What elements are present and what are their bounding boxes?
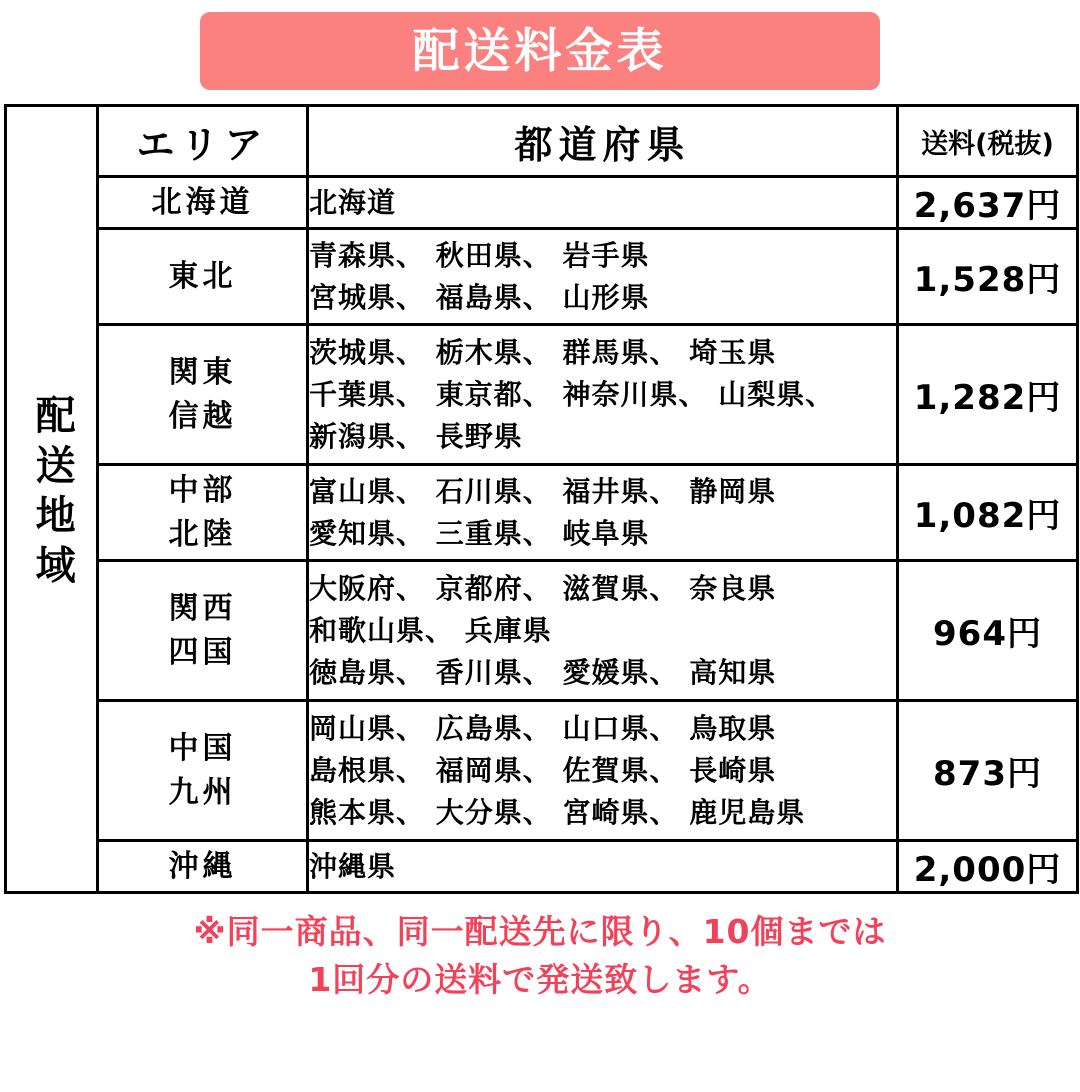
table-row <box>6 177 1078 229</box>
table-header-row <box>6 106 1078 177</box>
area-line: 信越 <box>168 398 237 434</box>
fee-cell: 1,282円 <box>898 325 1078 465</box>
area-cell <box>98 561 308 701</box>
vertical-header-label: 配送地域 <box>29 394 76 594</box>
prefecture-line: 富山県、 石川県、 福井県、 静岡県 <box>309 474 777 508</box>
table-row <box>6 465 1078 561</box>
area-cell: 東北 <box>98 229 308 325</box>
prefecture-line: 青森県、 秋田県、 岩手県 <box>309 238 650 272</box>
prefecture-line: 宮城県、 福島県、 山形県 <box>309 280 650 314</box>
prefecture-cell <box>308 229 898 325</box>
area-cell <box>98 465 308 561</box>
prefecture-line: 沖縄県 <box>309 849 397 883</box>
fee-cell: 1,528円 <box>898 229 1078 325</box>
prefecture-cell <box>308 841 898 893</box>
fee-cell: 2,000円 <box>898 841 1078 893</box>
prefecture-line: 大阪府、 京都府、 滋賀県、 奈良県 <box>309 571 777 605</box>
footnote <box>0 908 1080 1004</box>
column-header-area: エリア <box>98 106 308 177</box>
area-line: 関西 <box>168 591 237 626</box>
fee-cell: 2,637円 <box>898 177 1078 229</box>
table-row <box>6 325 1078 465</box>
column-header-prefectures: 都道府県 <box>308 106 898 177</box>
prefecture-cell <box>308 561 898 701</box>
prefecture-line: 千葉県、 東京都、 神奈川県、 山梨県、 <box>309 377 835 411</box>
shipping-fee-table <box>4 104 1079 894</box>
table-row <box>6 229 1078 325</box>
table-row <box>6 561 1078 701</box>
area-cell: 沖縄 <box>98 841 308 893</box>
fee-cell: 964円 <box>898 561 1078 701</box>
table-row <box>6 701 1078 841</box>
prefecture-line: 和歌山県、 兵庫県 <box>309 613 552 647</box>
footnote-line-2: 1回分の送料で発送致します。 <box>308 959 772 999</box>
area-line: 関東 <box>168 355 237 390</box>
prefecture-line: 徳島県、 香川県、 愛媛県、 高知県 <box>309 655 777 689</box>
title-banner <box>200 12 880 90</box>
area-cell <box>98 701 308 841</box>
prefecture-line: 北海道 <box>309 185 397 219</box>
footnote-line-1: ※同一商品、同一配送先に限り、10個までは <box>193 912 887 951</box>
prefecture-cell <box>308 465 898 561</box>
prefecture-line: 愛知県、 三重県、 岐阜県 <box>309 516 650 550</box>
fee-table-wrapper <box>4 104 1076 894</box>
prefecture-line: 岡山県、 広島県、 山口県、 鳥取県 <box>309 711 777 745</box>
prefecture-line: 茨城県、 栃木県、 群馬県、 埼玉県 <box>309 335 777 369</box>
vertical-header-shipping-region <box>6 106 98 893</box>
prefecture-line: 新潟県、 長野県 <box>309 419 523 453</box>
table-row <box>6 841 1078 893</box>
fee-cell: 873円 <box>898 701 1078 841</box>
page-title: 配送料金表 <box>412 23 668 79</box>
shipping-fee-table-page <box>0 12 1080 1092</box>
prefecture-cell <box>308 177 898 229</box>
area-line: 北陸 <box>168 516 237 552</box>
area-cell <box>98 325 308 465</box>
area-line: 四国 <box>168 634 237 670</box>
prefecture-cell <box>308 701 898 841</box>
prefecture-line: 熊本県、 大分県、 宮崎県、 鹿児島県 <box>309 795 806 829</box>
prefecture-cell <box>308 325 898 465</box>
area-line: 中部 <box>168 473 237 508</box>
column-header-fee: 送料(税抜) <box>898 106 1078 177</box>
fee-cell: 1,082円 <box>898 465 1078 561</box>
area-cell: 北海道 <box>98 177 308 229</box>
area-line: 九州 <box>168 774 237 810</box>
area-line: 中国 <box>168 731 237 766</box>
prefecture-line: 島根県、 福岡県、 佐賀県、 長崎県 <box>309 753 777 787</box>
